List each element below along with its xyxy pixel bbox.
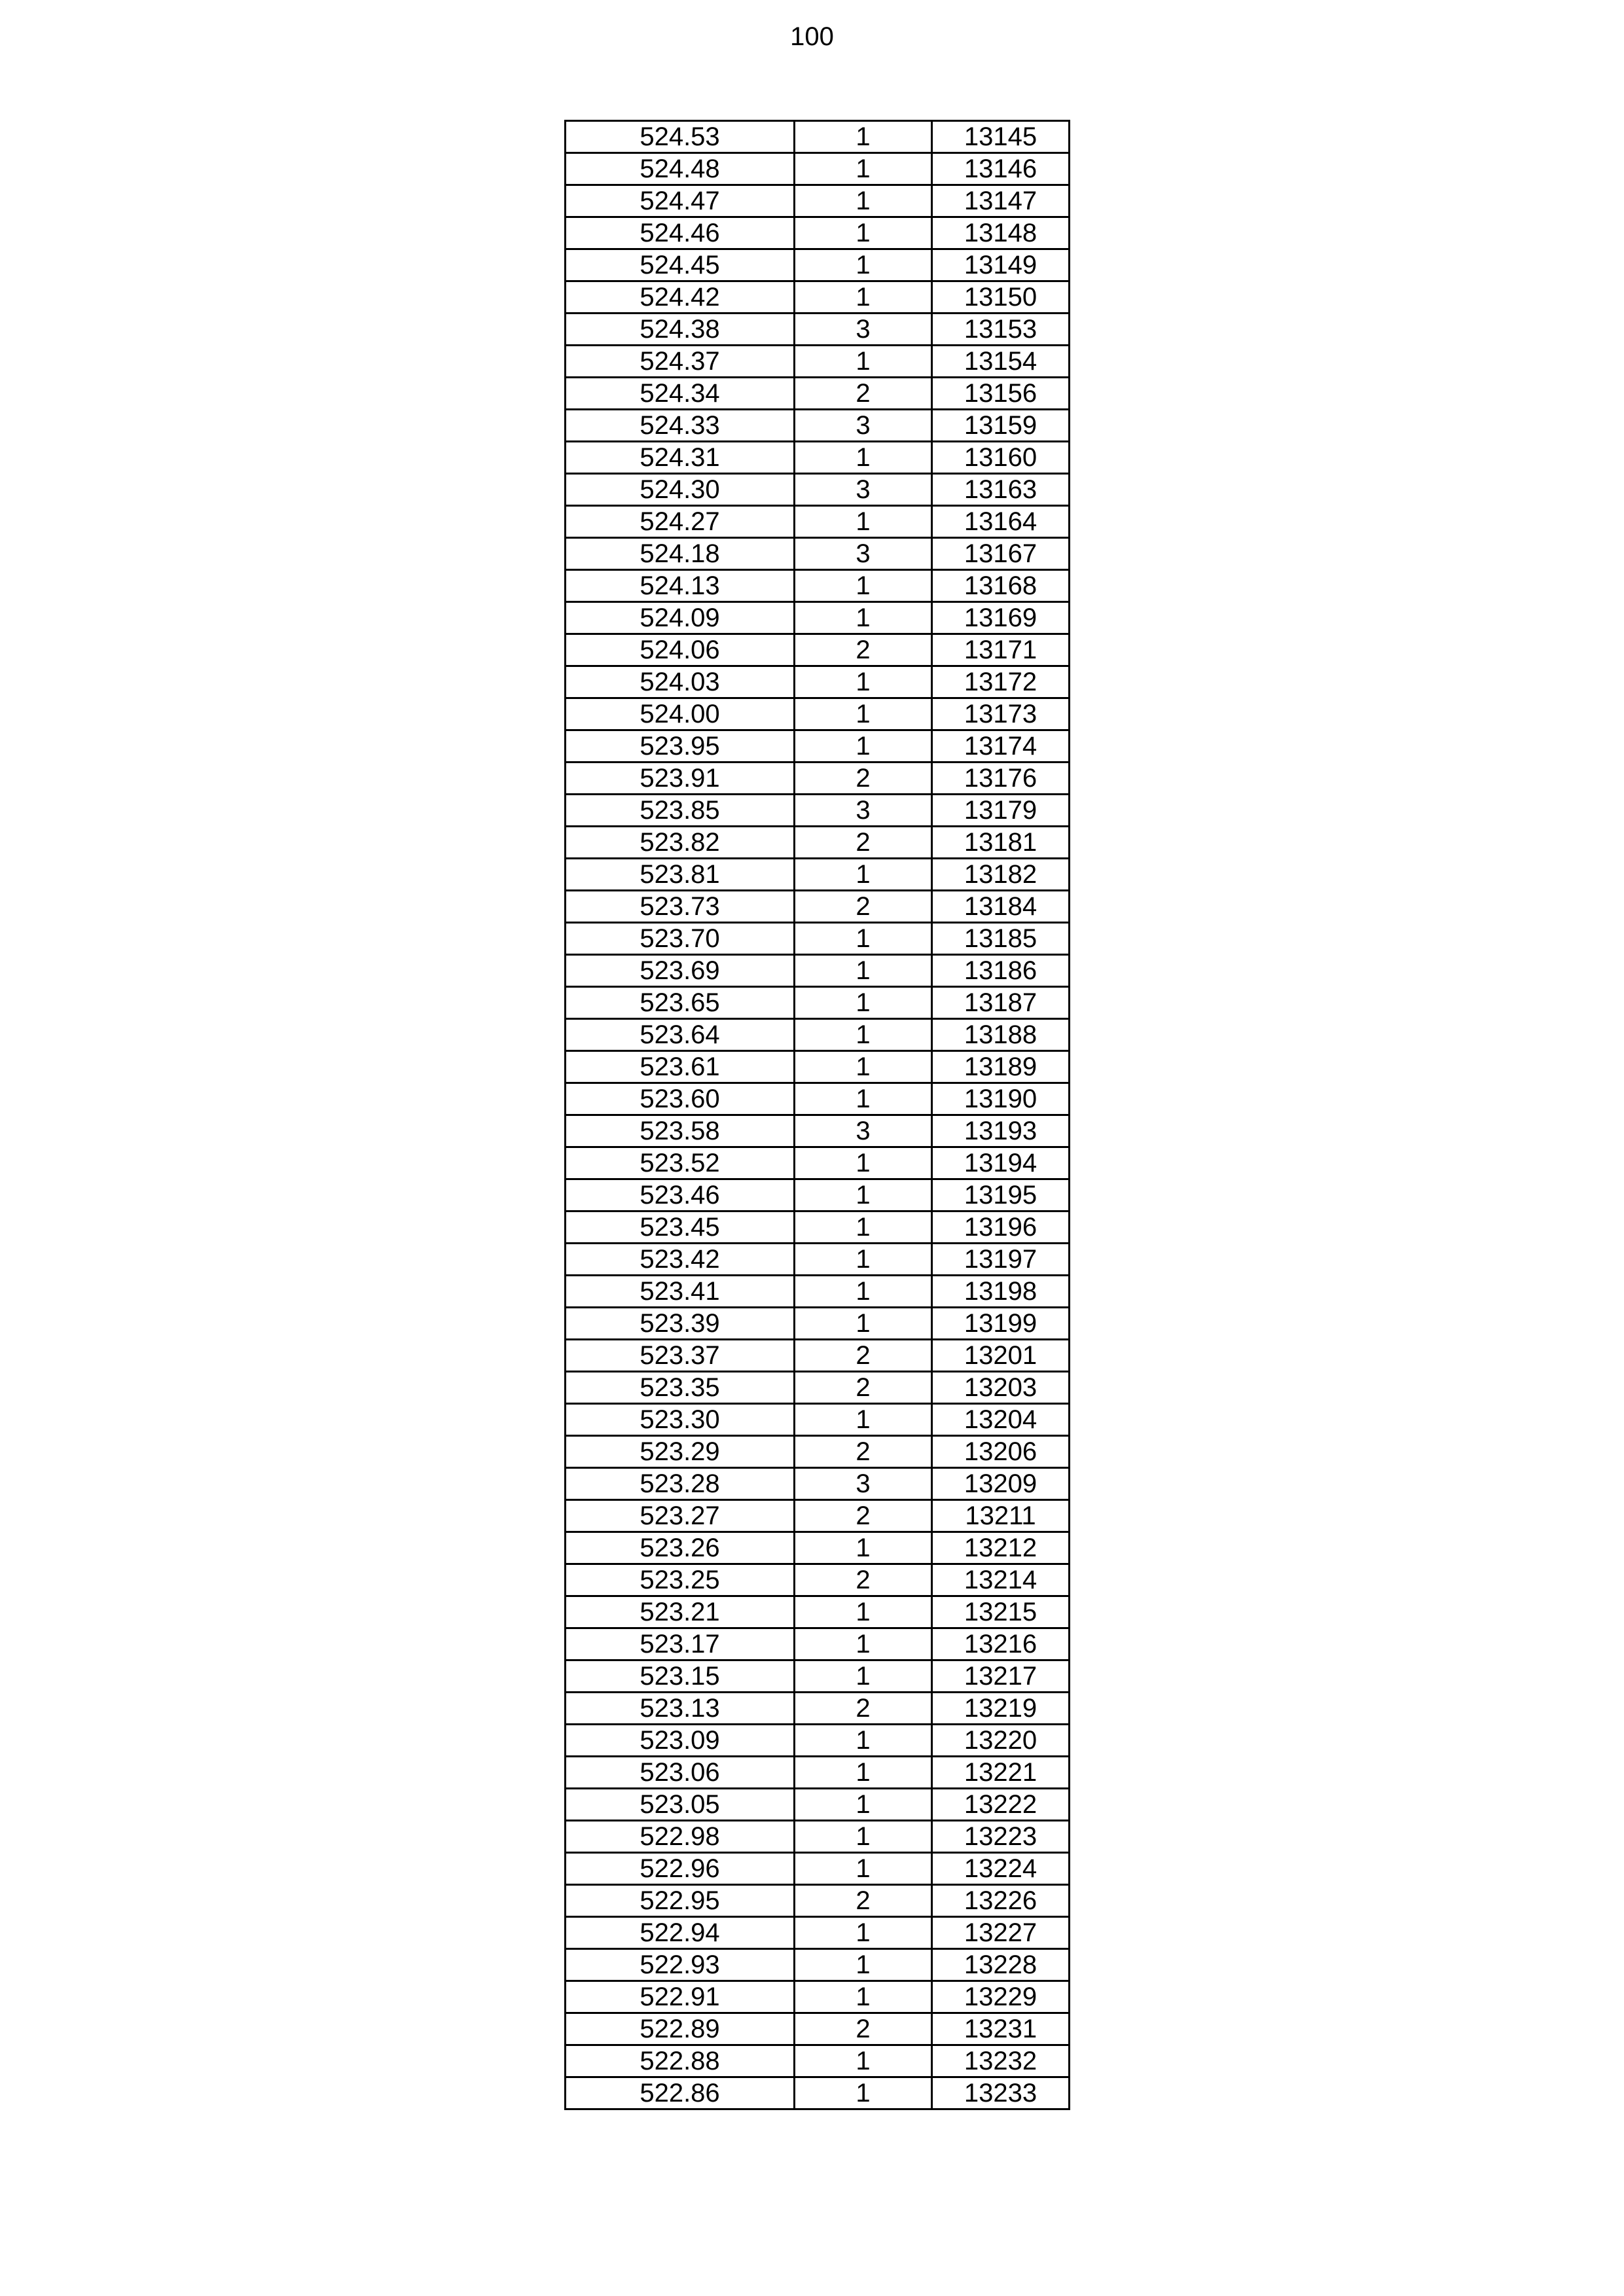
table-row bbox=[566, 1789, 1070, 1821]
value-cell: 523.28 bbox=[566, 1468, 795, 1500]
cumulative-cell: 13185 bbox=[932, 923, 1070, 955]
table-row bbox=[566, 1308, 1070, 1340]
value-cell: 522.93 bbox=[566, 1949, 795, 1981]
cumulative-cell: 13156 bbox=[932, 378, 1070, 410]
count-cell: 1 bbox=[795, 955, 932, 987]
value-cell: 524.37 bbox=[566, 346, 795, 378]
value-cell: 523.60 bbox=[566, 1083, 795, 1115]
cumulative-cell: 13173 bbox=[932, 698, 1070, 730]
value-cell: 523.29 bbox=[566, 1436, 795, 1468]
value-cell: 522.96 bbox=[566, 1853, 795, 1885]
count-cell: 3 bbox=[795, 314, 932, 346]
table-row bbox=[566, 1853, 1070, 1885]
table-row bbox=[566, 474, 1070, 506]
count-cell: 3 bbox=[795, 410, 932, 442]
cumulative-cell: 13193 bbox=[932, 1115, 1070, 1147]
count-cell: 1 bbox=[795, 249, 932, 281]
count-cell: 2 bbox=[795, 1885, 932, 1917]
count-cell: 1 bbox=[795, 2077, 932, 2109]
value-cell: 523.41 bbox=[566, 1276, 795, 1308]
value-cell: 524.38 bbox=[566, 314, 795, 346]
table-row bbox=[566, 121, 1070, 153]
cumulative-cell: 13187 bbox=[932, 987, 1070, 1019]
table-row bbox=[566, 762, 1070, 795]
count-cell: 2 bbox=[795, 2013, 932, 2045]
count-cell: 1 bbox=[795, 1949, 932, 1981]
value-cell: 524.00 bbox=[566, 698, 795, 730]
table-row bbox=[566, 249, 1070, 281]
value-cell: 523.09 bbox=[566, 1725, 795, 1757]
cumulative-cell: 13182 bbox=[932, 859, 1070, 891]
count-cell: 3 bbox=[795, 538, 932, 570]
cumulative-cell: 13179 bbox=[932, 795, 1070, 827]
cumulative-cell: 13195 bbox=[932, 1179, 1070, 1211]
value-cell: 523.64 bbox=[566, 1019, 795, 1051]
cumulative-cell: 13154 bbox=[932, 346, 1070, 378]
count-cell: 1 bbox=[795, 1083, 932, 1115]
value-cell: 524.48 bbox=[566, 153, 795, 185]
count-cell: 3 bbox=[795, 1115, 932, 1147]
cumulative-cell: 13216 bbox=[932, 1628, 1070, 1660]
value-cell: 523.39 bbox=[566, 1308, 795, 1340]
table-row bbox=[566, 1628, 1070, 1660]
count-cell: 2 bbox=[795, 891, 932, 923]
table-row bbox=[566, 2077, 1070, 2109]
table-row bbox=[566, 1276, 1070, 1308]
count-cell: 1 bbox=[795, 1147, 932, 1179]
value-cell: 523.70 bbox=[566, 923, 795, 955]
cumulative-cell: 13149 bbox=[932, 249, 1070, 281]
table-row bbox=[566, 891, 1070, 923]
count-cell: 1 bbox=[795, 442, 932, 474]
value-cell: 524.31 bbox=[566, 442, 795, 474]
cumulative-cell: 13203 bbox=[932, 1372, 1070, 1404]
count-cell: 1 bbox=[795, 1051, 932, 1083]
count-cell: 1 bbox=[795, 1308, 932, 1340]
value-cell: 523.21 bbox=[566, 1596, 795, 1628]
table-row bbox=[566, 538, 1070, 570]
value-cell: 524.33 bbox=[566, 410, 795, 442]
count-cell: 1 bbox=[795, 1981, 932, 2013]
count-cell: 2 bbox=[795, 1340, 932, 1372]
value-cell: 523.85 bbox=[566, 795, 795, 827]
cumulative-cell: 13174 bbox=[932, 730, 1070, 762]
cumulative-cell: 13217 bbox=[932, 1660, 1070, 1693]
cumulative-cell: 13164 bbox=[932, 506, 1070, 538]
count-cell: 1 bbox=[795, 1179, 932, 1211]
value-cell: 523.61 bbox=[566, 1051, 795, 1083]
count-cell: 1 bbox=[795, 1628, 932, 1660]
count-cell: 2 bbox=[795, 1372, 932, 1404]
count-cell: 2 bbox=[795, 1564, 932, 1596]
table-row bbox=[566, 217, 1070, 249]
count-cell: 1 bbox=[795, 1853, 932, 1885]
count-cell: 2 bbox=[795, 1693, 932, 1725]
table-row bbox=[566, 1821, 1070, 1853]
value-cell: 522.98 bbox=[566, 1821, 795, 1853]
count-cell: 1 bbox=[795, 570, 932, 602]
count-cell: 1 bbox=[795, 153, 932, 185]
count-cell: 1 bbox=[795, 1821, 932, 1853]
table-row bbox=[566, 1340, 1070, 1372]
table-row bbox=[566, 1917, 1070, 1949]
value-cell: 523.95 bbox=[566, 730, 795, 762]
table-row bbox=[566, 1083, 1070, 1115]
value-cell: 524.45 bbox=[566, 249, 795, 281]
count-cell: 1 bbox=[795, 730, 932, 762]
table-row bbox=[566, 2045, 1070, 2077]
count-cell: 1 bbox=[795, 987, 932, 1019]
value-cell: 524.53 bbox=[566, 121, 795, 153]
cumulative-cell: 13198 bbox=[932, 1276, 1070, 1308]
cumulative-cell: 13229 bbox=[932, 1981, 1070, 2013]
table-row bbox=[566, 185, 1070, 217]
table-row bbox=[566, 795, 1070, 827]
value-cell: 524.46 bbox=[566, 217, 795, 249]
cumulative-cell: 13148 bbox=[932, 217, 1070, 249]
value-cell: 523.06 bbox=[566, 1757, 795, 1789]
table-row bbox=[566, 1468, 1070, 1500]
count-cell: 3 bbox=[795, 1468, 932, 1500]
count-cell: 1 bbox=[795, 1019, 932, 1051]
table-row bbox=[566, 923, 1070, 955]
table-row bbox=[566, 730, 1070, 762]
value-cell: 524.27 bbox=[566, 506, 795, 538]
cumulative-cell: 13194 bbox=[932, 1147, 1070, 1179]
cumulative-cell: 13206 bbox=[932, 1436, 1070, 1468]
cumulative-cell: 13169 bbox=[932, 602, 1070, 634]
value-cell: 523.82 bbox=[566, 827, 795, 859]
table-row bbox=[566, 1757, 1070, 1789]
cumulative-cell: 13223 bbox=[932, 1821, 1070, 1853]
cumulative-cell: 13146 bbox=[932, 153, 1070, 185]
count-cell: 2 bbox=[795, 1436, 932, 1468]
table-row bbox=[566, 1693, 1070, 1725]
table-row bbox=[566, 634, 1070, 666]
count-cell: 1 bbox=[795, 2045, 932, 2077]
value-cell: 523.91 bbox=[566, 762, 795, 795]
cumulative-cell: 13145 bbox=[932, 121, 1070, 153]
value-cell: 523.27 bbox=[566, 1500, 795, 1532]
count-cell: 2 bbox=[795, 1500, 932, 1532]
cumulative-cell: 13163 bbox=[932, 474, 1070, 506]
table-row bbox=[566, 955, 1070, 987]
cumulative-cell: 13224 bbox=[932, 1853, 1070, 1885]
count-cell: 2 bbox=[795, 762, 932, 795]
cumulative-cell: 13233 bbox=[932, 2077, 1070, 2109]
value-cell: 523.58 bbox=[566, 1115, 795, 1147]
cumulative-cell: 13184 bbox=[932, 891, 1070, 923]
table-row bbox=[566, 1051, 1070, 1083]
count-cell: 1 bbox=[795, 666, 932, 698]
count-cell: 3 bbox=[795, 474, 932, 506]
cumulative-cell: 13219 bbox=[932, 1693, 1070, 1725]
count-cell: 1 bbox=[795, 1244, 932, 1276]
table-row bbox=[566, 2013, 1070, 2045]
count-cell: 2 bbox=[795, 827, 932, 859]
value-cell: 523.26 bbox=[566, 1532, 795, 1564]
cumulative-cell: 13188 bbox=[932, 1019, 1070, 1051]
count-cell: 1 bbox=[795, 1917, 932, 1949]
value-cell: 523.15 bbox=[566, 1660, 795, 1693]
cumulative-cell: 13197 bbox=[932, 1244, 1070, 1276]
count-cell: 1 bbox=[795, 185, 932, 217]
value-cell: 524.13 bbox=[566, 570, 795, 602]
value-cell: 524.18 bbox=[566, 538, 795, 570]
cumulative-cell: 13150 bbox=[932, 281, 1070, 314]
cumulative-cell: 13196 bbox=[932, 1211, 1070, 1244]
value-cell: 523.73 bbox=[566, 891, 795, 923]
count-cell: 1 bbox=[795, 506, 932, 538]
value-cell: 523.13 bbox=[566, 1693, 795, 1725]
table-body bbox=[566, 121, 1070, 2109]
count-cell: 1 bbox=[795, 1660, 932, 1693]
table-row bbox=[566, 1564, 1070, 1596]
cumulative-cell: 13189 bbox=[932, 1051, 1070, 1083]
table-row bbox=[566, 1179, 1070, 1211]
value-cell: 523.46 bbox=[566, 1179, 795, 1211]
count-cell: 1 bbox=[795, 1596, 932, 1628]
table-row bbox=[566, 410, 1070, 442]
cumulative-cell: 13228 bbox=[932, 1949, 1070, 1981]
value-cell: 523.65 bbox=[566, 987, 795, 1019]
count-cell: 3 bbox=[795, 795, 932, 827]
value-cell: 524.34 bbox=[566, 378, 795, 410]
cumulative-cell: 13204 bbox=[932, 1404, 1070, 1436]
cumulative-cell: 13167 bbox=[932, 538, 1070, 570]
value-cell: 524.42 bbox=[566, 281, 795, 314]
cumulative-cell: 13199 bbox=[932, 1308, 1070, 1340]
count-cell: 1 bbox=[795, 121, 932, 153]
table-row bbox=[566, 346, 1070, 378]
value-cell: 523.81 bbox=[566, 859, 795, 891]
table-row bbox=[566, 1500, 1070, 1532]
table-row bbox=[566, 1532, 1070, 1564]
table-row bbox=[566, 666, 1070, 698]
table-row bbox=[566, 1372, 1070, 1404]
count-cell: 1 bbox=[795, 346, 932, 378]
table-row bbox=[566, 1660, 1070, 1693]
table-row bbox=[566, 378, 1070, 410]
cumulative-cell: 13232 bbox=[932, 2045, 1070, 2077]
count-cell: 1 bbox=[795, 602, 932, 634]
cumulative-cell: 13231 bbox=[932, 2013, 1070, 2045]
table-row bbox=[566, 506, 1070, 538]
table-row bbox=[566, 827, 1070, 859]
cumulative-cell: 13221 bbox=[932, 1757, 1070, 1789]
table-row bbox=[566, 1725, 1070, 1757]
value-cell: 523.52 bbox=[566, 1147, 795, 1179]
cumulative-cell: 13211 bbox=[932, 1500, 1070, 1532]
table-row bbox=[566, 859, 1070, 891]
cumulative-cell: 13181 bbox=[932, 827, 1070, 859]
cumulative-cell: 13226 bbox=[932, 1885, 1070, 1917]
cumulative-cell: 13171 bbox=[932, 634, 1070, 666]
table-row bbox=[566, 1885, 1070, 1917]
cumulative-cell: 13222 bbox=[932, 1789, 1070, 1821]
cumulative-cell: 13176 bbox=[932, 762, 1070, 795]
value-cell: 524.09 bbox=[566, 602, 795, 634]
count-cell: 1 bbox=[795, 923, 932, 955]
table-row bbox=[566, 1981, 1070, 2013]
table-row bbox=[566, 442, 1070, 474]
count-cell: 1 bbox=[795, 1789, 932, 1821]
value-cell: 523.42 bbox=[566, 1244, 795, 1276]
cumulative-cell: 13209 bbox=[932, 1468, 1070, 1500]
value-cell: 523.05 bbox=[566, 1789, 795, 1821]
count-cell: 1 bbox=[795, 859, 932, 891]
cumulative-cell: 13190 bbox=[932, 1083, 1070, 1115]
table-row bbox=[566, 1436, 1070, 1468]
table-row bbox=[566, 987, 1070, 1019]
table-row bbox=[566, 1147, 1070, 1179]
table-row bbox=[566, 1211, 1070, 1244]
cumulative-cell: 13160 bbox=[932, 442, 1070, 474]
value-cell: 523.69 bbox=[566, 955, 795, 987]
cumulative-cell: 13214 bbox=[932, 1564, 1070, 1596]
table-row bbox=[566, 1596, 1070, 1628]
count-cell: 1 bbox=[795, 1211, 932, 1244]
count-cell: 2 bbox=[795, 378, 932, 410]
cumulative-cell: 13227 bbox=[932, 1917, 1070, 1949]
table-row bbox=[566, 281, 1070, 314]
cumulative-cell: 13168 bbox=[932, 570, 1070, 602]
value-cell: 522.89 bbox=[566, 2013, 795, 2045]
cumulative-cell: 13220 bbox=[932, 1725, 1070, 1757]
value-cell: 523.25 bbox=[566, 1564, 795, 1596]
table-row bbox=[566, 1404, 1070, 1436]
count-cell: 1 bbox=[795, 1532, 932, 1564]
cumulative-cell: 13201 bbox=[932, 1340, 1070, 1372]
table-row bbox=[566, 153, 1070, 185]
value-cell: 522.88 bbox=[566, 2045, 795, 2077]
data-table bbox=[564, 120, 1070, 2110]
value-cell: 523.45 bbox=[566, 1211, 795, 1244]
value-cell: 524.03 bbox=[566, 666, 795, 698]
count-cell: 1 bbox=[795, 698, 932, 730]
count-cell: 1 bbox=[795, 1404, 932, 1436]
value-cell: 522.86 bbox=[566, 2077, 795, 2109]
table-row bbox=[566, 602, 1070, 634]
value-cell: 522.95 bbox=[566, 1885, 795, 1917]
count-cell: 1 bbox=[795, 1725, 932, 1757]
value-cell: 523.30 bbox=[566, 1404, 795, 1436]
value-cell: 522.94 bbox=[566, 1917, 795, 1949]
page-number: 100 bbox=[790, 22, 834, 51]
value-cell: 524.47 bbox=[566, 185, 795, 217]
cumulative-cell: 13147 bbox=[932, 185, 1070, 217]
count-cell: 1 bbox=[795, 217, 932, 249]
value-cell: 523.37 bbox=[566, 1340, 795, 1372]
table-row bbox=[566, 698, 1070, 730]
count-cell: 2 bbox=[795, 634, 932, 666]
cumulative-cell: 13215 bbox=[932, 1596, 1070, 1628]
value-cell: 523.35 bbox=[566, 1372, 795, 1404]
value-cell: 524.30 bbox=[566, 474, 795, 506]
table-row bbox=[566, 1244, 1070, 1276]
value-cell: 522.91 bbox=[566, 1981, 795, 2013]
value-cell: 523.17 bbox=[566, 1628, 795, 1660]
value-cell: 524.06 bbox=[566, 634, 795, 666]
cumulative-cell: 13212 bbox=[932, 1532, 1070, 1564]
count-cell: 1 bbox=[795, 1757, 932, 1789]
cumulative-cell: 13159 bbox=[932, 410, 1070, 442]
table-row bbox=[566, 570, 1070, 602]
table-row bbox=[566, 1115, 1070, 1147]
table-row bbox=[566, 314, 1070, 346]
cumulative-cell: 13172 bbox=[932, 666, 1070, 698]
cumulative-cell: 13153 bbox=[932, 314, 1070, 346]
table-row bbox=[566, 1019, 1070, 1051]
count-cell: 1 bbox=[795, 281, 932, 314]
count-cell: 1 bbox=[795, 1276, 932, 1308]
cumulative-cell: 13186 bbox=[932, 955, 1070, 987]
table-row bbox=[566, 1949, 1070, 1981]
